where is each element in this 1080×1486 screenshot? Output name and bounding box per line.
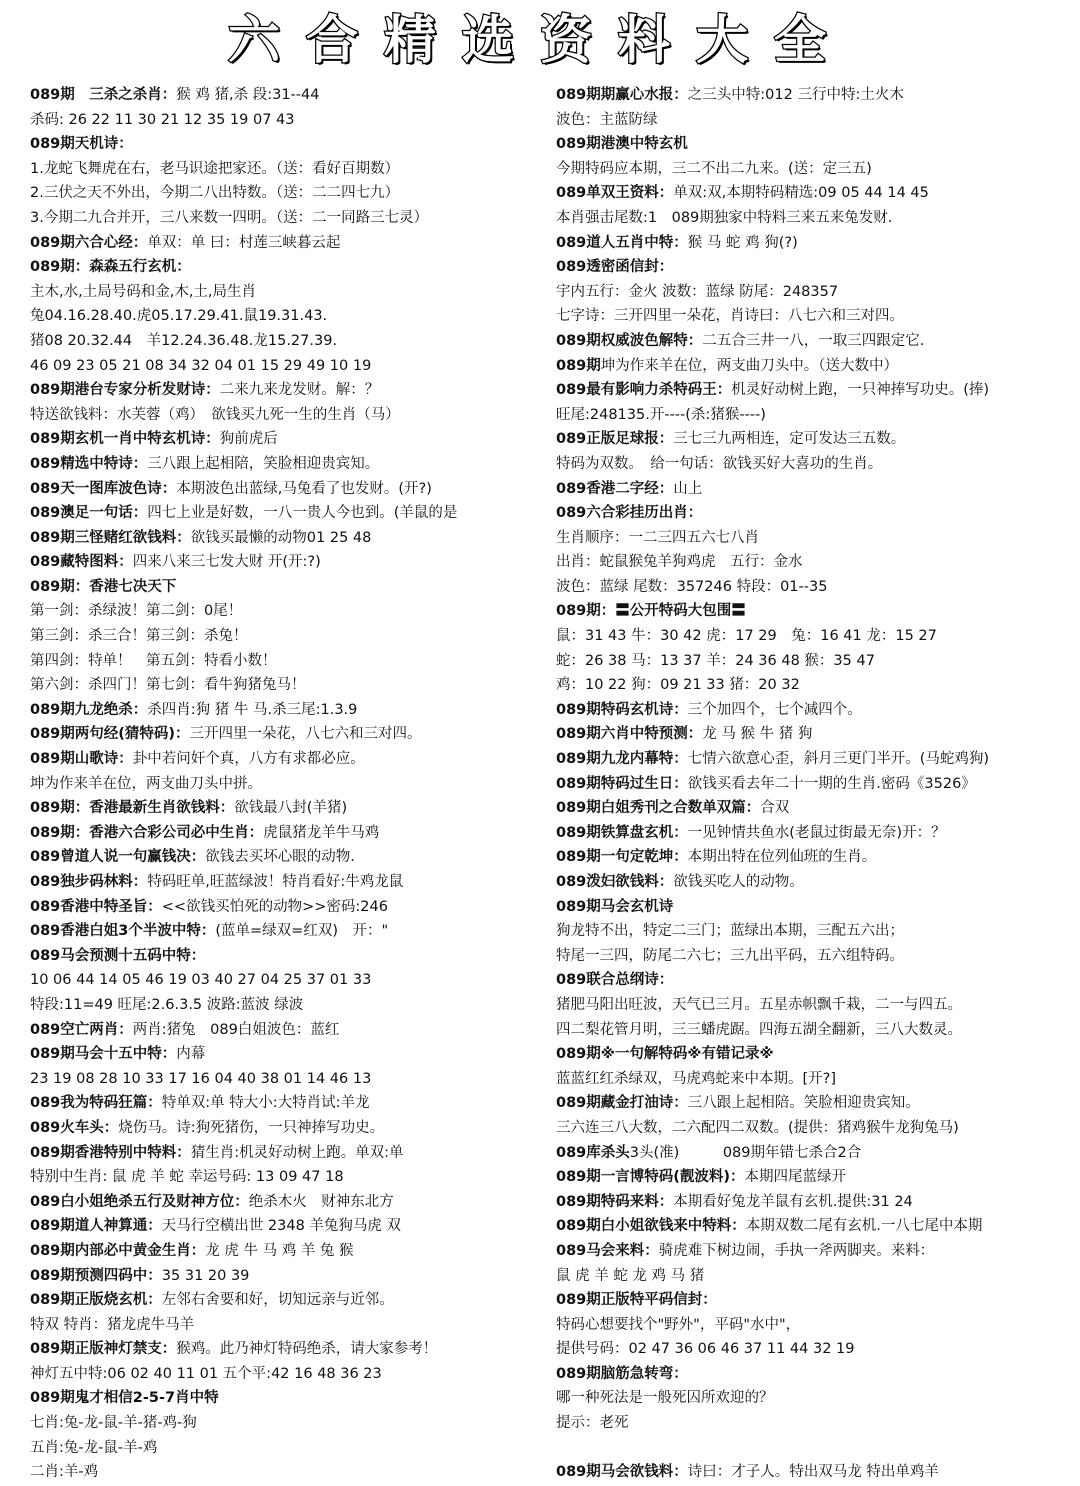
- line-heading: 089透密函信封：: [556, 259, 674, 276]
- line-text: 特码旺单,旺蓝绿波！特肖看好:牛鸡龙鼠: [147, 874, 404, 890]
- text-line: [556, 354, 1076, 379]
- line-text: 五肖:兔-龙-鼠-羊-鸡: [30, 1439, 158, 1456]
- line-text: 三六连三八大数，二六配四二双数。(提供：猪鸡猴牛龙狗兔马): [556, 1119, 959, 1136]
- line-text: 猜生肖:机灵好动树上跑。单双:单: [190, 1144, 404, 1161]
- line-text: 鼠：31 43 牛：30 42 虎：17 29 兔：16 41 龙：15 27: [556, 628, 937, 645]
- line-heading: 089库杀头: [556, 1144, 630, 1161]
- text-line: [30, 1116, 550, 1141]
- line-heading: 089期特码过生日：: [556, 775, 688, 792]
- line-text: 鼠 虎 羊 蛇 龙 鸡 马 猪: [556, 1267, 705, 1284]
- text-line: [30, 624, 550, 649]
- line-heading: 089期马会十五中特：: [30, 1046, 177, 1063]
- line-heading: 089澳足一句话：: [30, 505, 148, 522]
- line-text: 欲钱买吃人的动物。: [673, 874, 804, 890]
- text-line: [30, 772, 550, 797]
- line-heading: 089期特码来料：: [556, 1193, 674, 1210]
- line-text: 本期出特在位列仙班的生肖。: [687, 849, 877, 866]
- text-line: [30, 378, 550, 403]
- text-line: [556, 919, 1076, 944]
- page-title-text: 六合精选资料大全: [227, 11, 852, 71]
- text-line: [30, 477, 550, 502]
- line-heading: 089最有影响力杀特码王：: [556, 382, 732, 399]
- line-heading: 089期香港特别中特料：: [30, 1144, 191, 1161]
- line-text: 特码为双数。 给一句话：欲钱买好大喜功的生肖。: [556, 455, 883, 472]
- line-heading: 089期一句定乾坤：: [556, 849, 688, 866]
- line-heading: 089期六肖中特预测：: [556, 726, 703, 743]
- line-text: 本期四尾蓝绿开: [744, 1169, 847, 1186]
- line-text: 两肖:猪兔 089白姐波色：蓝红: [132, 1021, 340, 1038]
- line-text: 第三剑：杀三合！第三剑：杀兔！: [30, 628, 248, 645]
- line-text: 绝杀木火 财神东北方: [248, 1193, 394, 1210]
- line-text: 猴 鸡 猪,杀 段:31--44: [176, 87, 320, 103]
- text-line: [556, 1067, 1076, 1092]
- line-heading: 089期：森森五行玄机：: [30, 259, 191, 276]
- text-line: [30, 895, 550, 920]
- line-text: 出肖：蛇鼠猴兔羊狗鸡虎 五行：金水: [556, 554, 803, 571]
- line-heading: 089期正版神灯禁支：: [30, 1341, 177, 1358]
- text-line: [556, 1190, 1076, 1215]
- page-title: [0, 6, 1080, 76]
- line-text: 35 31 20 39: [161, 1267, 250, 1284]
- line-text: 10 06 44 14 05 46 19 03 40 27 04 25 37 01 33: [30, 972, 372, 989]
- text-line: [30, 1337, 550, 1362]
- line-heading: 089白小姐绝杀五行及财神方位：: [30, 1193, 249, 1210]
- line-text: 特段:11=49 旺尾:2.6.3.5 波路:蓝波 绿波: [30, 996, 304, 1013]
- text-line: [30, 403, 550, 428]
- line-heading: 089期三怪赌红欲钱料：: [30, 529, 191, 546]
- line-text: 鸡：10 22 狗：09 21 33 猪：20 32: [556, 677, 800, 694]
- text-line: [30, 575, 550, 600]
- line-heading: 089期权威波色解特：: [556, 332, 703, 349]
- text-line: [556, 329, 1076, 354]
- text-line: [30, 1288, 550, 1313]
- text-line: [556, 993, 1076, 1018]
- line-heading: 089马会来料：: [556, 1242, 659, 1259]
- text-line: [556, 722, 1076, 747]
- text-line: [556, 575, 1076, 600]
- line-heading: 089曾道人说一句赢钱决：: [30, 849, 206, 866]
- line-heading: 089火车头：: [30, 1119, 119, 1136]
- text-line: [30, 1018, 550, 1043]
- line-text: 提示：老死: [556, 1415, 629, 1432]
- text-line: [30, 526, 550, 551]
- line-heading: 089天一图库波色诗：: [30, 480, 177, 497]
- line-heading: 089期马会欲钱料：: [556, 1464, 688, 1481]
- line-heading: 089期道人神算通：: [30, 1218, 162, 1235]
- line-heading: 089期铁算盘玄机：: [556, 824, 688, 841]
- text-line: [556, 550, 1076, 575]
- text-line: [30, 231, 550, 256]
- line-heading: 089期港澳中特玄机: [556, 136, 688, 153]
- line-heading: 089期六合心经：: [30, 234, 148, 251]
- text-line: [30, 821, 550, 846]
- line-text: 欲钱买最懒的动物01 25 48: [190, 529, 372, 546]
- line-text: 狗前虎后: [219, 431, 278, 448]
- text-line: [556, 1042, 1076, 1067]
- text-line: [556, 378, 1076, 403]
- text-line: [30, 599, 550, 624]
- text-line: [30, 255, 550, 280]
- text-line: [30, 157, 550, 182]
- line-heading: 089期山歌诗：: [30, 751, 133, 768]
- text-line: [556, 526, 1076, 551]
- text-line: [556, 1091, 1076, 1116]
- line-text: 二肖:羊-鸡: [30, 1464, 99, 1481]
- text-line: [556, 403, 1076, 428]
- line-text: 内幕: [176, 1046, 206, 1063]
- line-text: 虎鼠猪龙羊牛马鸡: [263, 824, 380, 841]
- line-text: 本期双数二尾有玄机.一八七尾中本期: [745, 1218, 983, 1235]
- text-line: [30, 1436, 550, 1461]
- line-heading: 089香港二字经：: [556, 480, 674, 497]
- text-line: [556, 698, 1076, 723]
- text-line: [30, 83, 550, 108]
- text-line: [556, 83, 1076, 108]
- text-line: [556, 452, 1076, 477]
- line-text: 四二梨花管月明，三三蟠虎踞。四海五湖全翻新，三八大数灵。: [556, 1021, 962, 1038]
- line-text: 1.龙蛇飞舞虎在右，老马识途把家还。（送：看好百期数）: [30, 160, 400, 177]
- line-heading: 089期：香港最新生肖欲钱料：: [30, 800, 235, 817]
- line-text: 三八跟上起相陪，笑脸相迎贵宾知。: [147, 455, 380, 472]
- line-heading: 089期：香港六合彩公司必中生肖：: [30, 824, 264, 841]
- text-line: [556, 1239, 1076, 1264]
- text-line: [556, 1386, 1076, 1411]
- line-text: 特尾一三四，防尾二六七；三九出平码，五六组特码。: [556, 947, 904, 964]
- line-text: 二来九来龙发财。解：？: [219, 382, 380, 399]
- text-line: [556, 206, 1076, 231]
- text-line: [30, 796, 550, 821]
- line-heading: 089期天机诗：: [30, 136, 133, 153]
- line-text: 哪一种死法是一般死囚所欢迎的？: [556, 1390, 774, 1407]
- line-heading: 089道人五肖中特：: [556, 234, 688, 251]
- line-heading: 089期马会玄机诗: [556, 898, 674, 915]
- text-line: [556, 649, 1076, 674]
- text-line: [30, 181, 550, 206]
- line-text: 3.今期二九合并开，三八来数一四明。（送：二一同路三七灵）: [30, 209, 429, 226]
- text-line: [30, 944, 550, 969]
- text-line: [556, 1337, 1076, 1362]
- line-text: 宇内五行：金火 波数：蓝绿 防尾：248357: [556, 283, 839, 300]
- text-line: [30, 329, 550, 354]
- text-line: [556, 1436, 1076, 1461]
- line-text: 猪08 20.32.44 羊12.24.36.48.龙15.27.39.: [30, 332, 338, 349]
- line-text: 山上: [673, 480, 703, 497]
- line-heading: 089期鬼才相信2-5-7肖中特: [30, 1390, 219, 1407]
- line-text: 欲钱去买坏心眼的动物.: [205, 849, 355, 866]
- line-heading: 089期正版烧玄机：: [30, 1292, 162, 1309]
- line-text: 主木,水,土局号码和金,木,土,局生肖: [30, 283, 257, 300]
- line-heading: 089独步码林料：: [30, 874, 148, 890]
- line-text: 四七上业是好数，一八一贵人今也到。(羊鼠的是: [147, 505, 458, 522]
- line-text: 特码心想要找个"野外"，平码"水中"，: [556, 1316, 801, 1333]
- text-line: [30, 452, 550, 477]
- line-text: 坤为作来羊在位，两支曲刀头中。（送大数中）: [600, 357, 899, 374]
- line-text: 三个加四个，七个减四个。: [687, 701, 862, 718]
- text-line: [556, 132, 1076, 157]
- line-heading: 089精选中特诗：: [30, 455, 148, 472]
- line-text: 机灵好动树上跑，一只神捧写功史。(捧): [731, 382, 990, 399]
- text-line: [30, 845, 550, 870]
- text-line: [556, 673, 1076, 698]
- line-heading: 089空亡两肖：: [30, 1021, 133, 1038]
- line-text: 杀码: 26 22 11 30 21 12 35 19 07 43: [30, 111, 295, 128]
- line-text: 提供号码：02 47 36 06 46 37 11 44 32 19: [556, 1341, 855, 1358]
- line-heading: 089六合彩挂历出肖：: [556, 505, 703, 522]
- line-text: 特双 特肖：猪龙虎牛马羊: [30, 1316, 195, 1333]
- text-line: [30, 649, 550, 674]
- line-text: 三八跟上起相陪。笑脸相迎贵宾知。: [687, 1095, 920, 1112]
- text-line: [30, 1386, 550, 1411]
- line-text: <<欲钱买怕死的动物>>密码:246: [161, 898, 388, 915]
- text-line: [30, 1239, 550, 1264]
- text-line: [556, 895, 1076, 920]
- text-line: [556, 796, 1076, 821]
- line-text: 单双:双,本期特码精选:09 05 44 14 45: [673, 185, 929, 202]
- line-text: 二五合三井一八，一取三四跟定它.: [702, 332, 925, 349]
- text-line: [556, 968, 1076, 993]
- text-line: [30, 427, 550, 452]
- text-line: [30, 1141, 550, 1166]
- line-heading: 089期脑筋急转弯：: [556, 1365, 688, 1382]
- text-line: [556, 845, 1076, 870]
- text-line: [556, 157, 1076, 182]
- text-line: [30, 1067, 550, 1092]
- line-text: 神灯五中特:06 02 40 11 01 五个平:42 16 48 36 23: [30, 1365, 382, 1382]
- line-text: (蓝单=绿双=红双) 开：": [215, 923, 389, 940]
- line-text: 猴 马 蛇 鸡 狗(?): [687, 234, 798, 251]
- line-heading: 089期两句经(猜特码)：: [30, 726, 190, 743]
- text-line: [556, 1313, 1076, 1338]
- text-line: [556, 427, 1076, 452]
- text-line: [30, 993, 550, 1018]
- line-text: 七字诗：三开四里一朵花，肖诗曰：八七六和三对四。: [556, 308, 904, 325]
- line-text: 生肖顺序：一二三四五六七八肖: [556, 529, 759, 546]
- line-text: 骑虎难下树边闹，手执一斧两脚夹。来料：: [658, 1242, 935, 1259]
- line-text: 第六剑：杀四门！第七剑：看牛狗猪兔马！: [30, 677, 306, 694]
- text-line: [30, 1411, 550, 1436]
- line-heading: 089联合总纲诗：: [556, 972, 674, 989]
- line-heading: 089期藏金打油诗：: [556, 1095, 688, 1112]
- text-line: [30, 1362, 550, 1387]
- line-text: 3头(准) 089期年错七杀合2合: [629, 1144, 862, 1161]
- text-line: [30, 1313, 550, 1338]
- text-line: [30, 1091, 550, 1116]
- line-text: 猴鸡。此乃神灯特码绝杀，请大家参考！: [176, 1341, 438, 1358]
- text-line: [30, 132, 550, 157]
- line-text: 烧伤马。诗:狗死猪伤，一只神捧写功史。: [118, 1119, 385, 1136]
- line-heading: 089香港中特圣旨：: [30, 898, 162, 915]
- line-heading: 089期：〓公开特码大包围〓: [556, 603, 746, 620]
- text-line: [556, 944, 1076, 969]
- text-line: [556, 231, 1076, 256]
- line-text: 46 09 23 05 21 08 34 32 04 01 15 29 49 10 19: [30, 357, 372, 374]
- line-text: 七情六欲意心歪，斜月三更门半开。(马蛇鸡狗): [687, 751, 990, 768]
- text-line: [30, 1190, 550, 1215]
- text-line: [556, 108, 1076, 133]
- line-text: 旺尾:248135.开----(杀:猪猴----): [556, 406, 766, 423]
- line-text: 三七三九两相连，定可发达三五数。: [673, 431, 906, 448]
- line-text: 蛇：26 38 马：13 37 羊：24 36 48 猴：35 47: [556, 652, 875, 669]
- line-heading: 089期白小姐欲钱来中特料：: [556, 1218, 746, 1235]
- line-heading: 089期内部必中黄金生肖：: [30, 1242, 206, 1259]
- line-text: 诗曰：才子人。特出双马龙 特出单鸡羊: [687, 1464, 939, 1481]
- text-line: [30, 1214, 550, 1239]
- line-text: 2.三伏之天不外出，今期二八出特数。（送：二二四七九）: [30, 185, 400, 202]
- line-heading: 089藏特图料：: [30, 554, 133, 571]
- line-text: 合双: [760, 800, 790, 817]
- text-line: [556, 1214, 1076, 1239]
- line-text: 一见钟情共鱼水(老鼠过街最无奈)开：？: [687, 824, 946, 841]
- line-text: 左邻右舍要和好，切知远亲与近邻。: [161, 1292, 394, 1309]
- line-heading: 089期 三杀之杀肖：: [30, 87, 177, 103]
- line-text: 本期看好兔龙羊鼠有玄机.提供:31 24: [673, 1193, 913, 1210]
- text-line: [30, 304, 550, 329]
- line-text: 欲钱买看去年二十一期的生肖.密码《3526》: [687, 775, 976, 792]
- line-text: 之三头中特:012 三行中特:土火木: [687, 87, 904, 103]
- line-heading: 089我为特码狂篇：: [30, 1095, 162, 1112]
- line-text: 23 19 08 28 10 33 17 16 04 40 38 01 14 46 13: [30, 1070, 372, 1087]
- line-text: 猪肥马阳出旺波，天气已三月。五星赤帜飘千栽，二一与四五。: [556, 996, 962, 1013]
- line-heading: 089期预测四码中：: [30, 1267, 162, 1284]
- line-text: 今期特码应本期，三二不出二九来。(送：定三五): [556, 160, 872, 177]
- text-line: [556, 624, 1076, 649]
- line-text: 欲钱最八封(羊猪): [234, 800, 348, 817]
- text-line: [30, 673, 550, 698]
- line-text: 第一剑：杀绿波！第二剑：0尾！: [30, 603, 243, 620]
- left-column: [30, 83, 550, 1485]
- line-text: 卦中若问奸个真，八方有求都必应。: [132, 751, 365, 768]
- text-line: [30, 1042, 550, 1067]
- text-line: [556, 280, 1076, 305]
- text-line: [556, 1165, 1076, 1190]
- text-line: [30, 968, 550, 993]
- text-line: [556, 1264, 1076, 1289]
- text-line: [30, 1165, 550, 1190]
- line-text: 坤为作来羊在位，两支曲刀头中拼。: [30, 775, 262, 792]
- text-line: [30, 698, 550, 723]
- text-line: [556, 870, 1076, 895]
- line-text: 特单双:单 特大小:大特肖试:羊龙: [161, 1095, 370, 1112]
- text-line: [556, 599, 1076, 624]
- text-line: [30, 354, 550, 379]
- text-line: [556, 1288, 1076, 1313]
- line-heading: 089马会预测十五码中特：: [30, 947, 206, 964]
- line-heading: 089期特码玄机诗：: [556, 701, 688, 718]
- text-line: [30, 722, 550, 747]
- text-line: [30, 206, 550, 231]
- text-line: [30, 1460, 550, 1485]
- line-heading: 089期港台专家分析发财诗：: [30, 382, 220, 399]
- line-text: 七肖:兔-龙-鼠-羊-猪-鸡-狗: [30, 1415, 197, 1432]
- text-line: [556, 1411, 1076, 1436]
- line-text: 天马行空横出世 2348 羊兔狗马虎 双: [161, 1218, 402, 1235]
- line-heading: 089期九龙内幕特：: [556, 751, 688, 768]
- line-text: 本肖强击尾数:1 089期独家中特料三来五来兔发财.: [556, 209, 893, 226]
- text-line: [556, 501, 1076, 526]
- line-text: 单双：单 曰：村莲三峡暮云起: [147, 234, 341, 251]
- line-heading: 089期白姐秀刊之合数单双篇：: [556, 800, 761, 817]
- line-text: 兔04.16.28.40.虎05.17.29.41.鼠19.31.43.: [30, 308, 328, 325]
- line-heading: 089期期赢心水报：: [556, 87, 688, 103]
- text-line: [556, 1116, 1076, 1141]
- line-text: 杀四肖:狗 猪 牛 马.杀三尾:1.3.9: [147, 701, 358, 718]
- line-heading: 089期正版特平码信封：: [556, 1292, 717, 1309]
- line-text: 本期波色出蓝绿,马兔看了也发财。(开?): [176, 480, 432, 497]
- line-heading: 089期一言博特码(靓波料)：: [556, 1169, 745, 1186]
- text-line: [556, 477, 1076, 502]
- line-text: 四来八来三七发大财 开(开:?): [132, 554, 321, 571]
- text-line: [30, 501, 550, 526]
- text-line: [30, 280, 550, 305]
- text-line: [556, 181, 1076, 206]
- line-text: 特别中生肖: 鼠 虎 羊 蛇 幸运号码: 13 09 47 18: [30, 1169, 344, 1186]
- line-heading: 089单双王资料：: [556, 185, 674, 202]
- text-line: [556, 1460, 1076, 1485]
- line-heading: 089香港白姐3个半波中特：: [30, 923, 216, 940]
- text-line: [556, 1018, 1076, 1043]
- text-line: [30, 870, 550, 895]
- text-line: [30, 108, 550, 133]
- line-text: 蓝蓝红红杀绿双，马虎鸡蛇来中本期。[开?]: [556, 1070, 837, 1087]
- text-line: [30, 1264, 550, 1289]
- line-heading: 089泼妇欲钱料：: [556, 874, 674, 890]
- text-line: [556, 747, 1076, 772]
- text-line: [556, 255, 1076, 280]
- text-line: [30, 550, 550, 575]
- line-heading: 089正版足球报：: [556, 431, 674, 448]
- text-line: [556, 821, 1076, 846]
- line-heading: 089期: [556, 357, 601, 374]
- line-heading: 089期九龙绝杀：: [30, 701, 148, 718]
- line-text: 第四剑：特单！ 第五剑：特看小数！: [30, 652, 277, 669]
- line-heading: 089期：香港七决天下: [30, 578, 177, 595]
- text-line: [30, 747, 550, 772]
- text-line: [556, 772, 1076, 797]
- text-line: [30, 919, 550, 944]
- right-column: [556, 83, 1076, 1485]
- line-text: 龙 虎 牛 马 鸡 羊 兔 猴: [205, 1242, 354, 1259]
- line-text: 龙 马 猴 牛 猪 狗: [702, 726, 813, 743]
- line-text: 波色：主蓝防绿: [556, 111, 658, 128]
- line-heading: 089期玄机一肖中特玄机诗：: [30, 431, 220, 448]
- line-text: 特送欲钱料：水芙蓉（鸡） 欲钱买九死一生的生肖（马）: [30, 406, 400, 423]
- line-heading: 089期※一句解特码※有错记录※: [556, 1046, 774, 1063]
- line-text: 狗龙特不出，特定二三门；蓝绿出本期，三配五六出；: [556, 923, 904, 940]
- line-text: 波色：蓝绿 尾数：357246 特段：01--35: [556, 578, 828, 595]
- text-line: [556, 1362, 1076, 1387]
- text-line: [556, 1141, 1076, 1166]
- line-text: 三开四里一朵花，八七六和三对四。: [189, 726, 422, 743]
- text-line: [556, 304, 1076, 329]
